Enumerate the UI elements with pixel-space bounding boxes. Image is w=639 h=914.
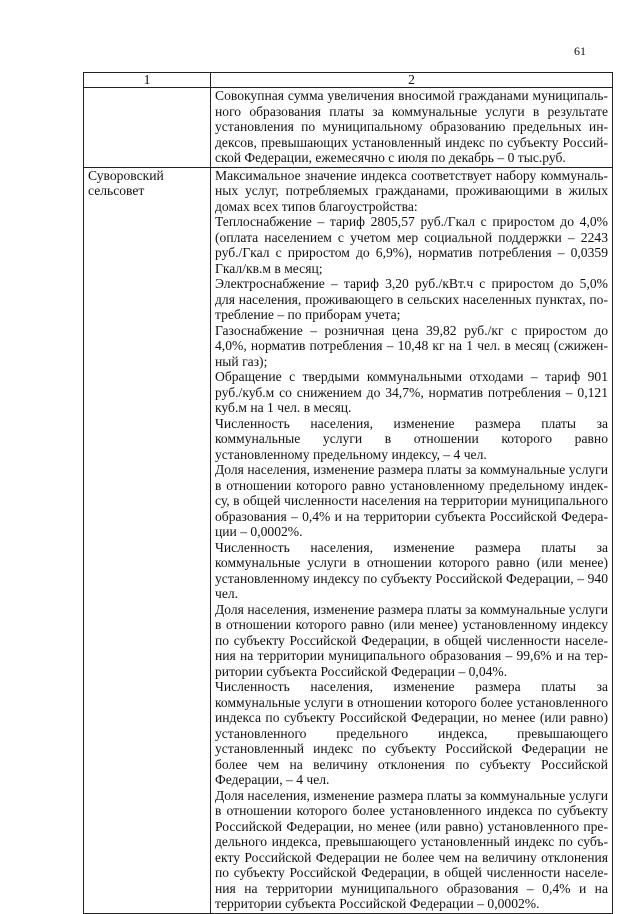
paragraph: Доля населения, изменение размера платы за коммунальные услуги в отношении которого равно (или менее) установленному индексу по субъекту Российской Федерации, в общей численности населения на территории муниципального образования – 99,6% и на территории субъекта Российской Федерации – 0,04%. — [215, 601, 608, 679]
paragraph: Максимальное значение индекса соответствует набору коммунальных услуг, потребляемых гражданами, проживающими в жилых домах всех типов благоустройства: — [215, 167, 608, 214]
region-cell — [84, 88, 211, 168]
paragraph: Электроснабжение – тариф 3,20 руб./кВт.ч с приростом до 5,0% для населения, проживающего в сельских населенных пунктах, потребление – по приборам учета; — [215, 276, 608, 322]
paragraph: Доля населения, изменение размера платы за коммунальные услуги в отношении которого равно установленному предельному индексу, в общей численности населения на территории муниципального образования – 0,4% и на территории субъекта Российской Федерации – 0,0002%. — [215, 462, 608, 539]
page-number: 61 — [574, 44, 586, 58]
paragraph: Численность населения, изменение размера платы за коммунальные услуги в отношении которого более установленного индекса по субъекту Российской Федерации, но менее (или равно) установленного предельного индекса, превышающего установленный индекс по субъекту Российской Федерации не более чем на величину отклонения по субъекту Российской Федерации, – 4 чел. — [215, 679, 608, 787]
paragraph: Доля населения, изменение размера платы за коммунальные услуги в отношении которого более установленного индекса по субъекту Российской Федерации, но менее (или равно) установленного предельного индекса, превышающего установленный индекс по субъекту Российской Федерации не более чем на величину отклонения по субъекту Российской Федерации, в общей численности населения на территории муниципального образования – 0,4% и на территории субъекта Российской Федерации – 0,0002%. — [215, 787, 608, 911]
paragraph: Совокупная сумма увеличения вносимой гражданами муниципального образования платы за коммунальные услуги в результате установления по муниципальному образованию предельных индексов, превышающих установленный индекс по субъекту Российской Федерации, ежемесячно с июля по декабрь – 0 тыс.руб. — [215, 88, 608, 165]
table-row — [84, 167, 613, 913]
paragraph: Численность населения, изменение размера платы за коммунальные услуги в отношении которого равно установленному предельному индексу, – 4 чел. — [215, 415, 608, 462]
paragraph: Обращение с твердыми коммунальными отходами – тариф 901 руб./куб.м со снижением до 34,7%, норматив потребления – 0,121 куб.м на 1 чел. в месяц. — [215, 369, 608, 415]
paragraph: Численность населения, изменение размера платы за коммунальные услуги в отношении которого равно (или менее) установленному индексу по субъекту Российской Федерации, – 940 чел. — [215, 539, 608, 601]
column-number-1: 1 — [84, 73, 211, 88]
index-table — [83, 72, 613, 914]
description-cell — [211, 88, 613, 168]
table-row — [84, 88, 613, 168]
paragraph: Газоснабжение – розничная цена 39,82 руб./кг с приростом до 4,0%, норматив потребления – 10,48 кг на 1 чел. в месяц (сжиженный газ); — [215, 322, 608, 369]
paragraph: Теплоснабжение – тариф 2805,57 руб./Гкал с приростом до 4,0% (оплата населением с учетом мер социальной поддержки – 2243 руб./Гкал с приростом до 6,9%), норматив потребления – 0,0359 Гкал/кв.м в месяц; — [215, 214, 608, 276]
table-header-row — [84, 73, 613, 88]
region-cell: Суворовский сельсовет — [84, 167, 211, 913]
description-cell — [211, 167, 613, 913]
column-number-2: 2 — [211, 73, 613, 88]
